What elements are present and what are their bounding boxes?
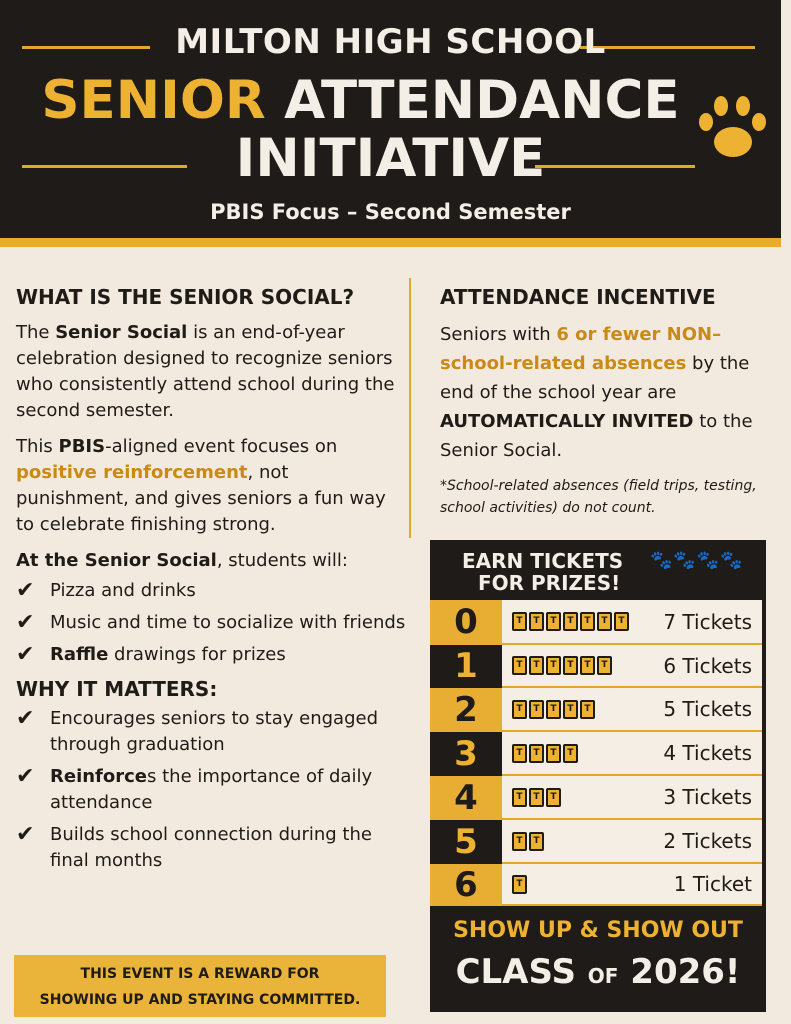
ticket-icon: T [529,656,544,675]
why-heading: WHY IT MATTERS: [16,677,218,701]
ticket-icons [512,832,544,851]
gold-stripe [0,238,781,247]
ticket-row [430,864,762,906]
paragraph: The Senior Social is an end-of-year celebration designed to recognize seniors who consistently attend school during the second semester. [16,322,395,421]
ticket-icon: T [512,700,527,719]
absence-count: 2 [430,688,502,732]
header [0,0,781,240]
ticket-label: 5 Tickets [663,697,752,721]
list-item: ✔ Reinforces the importance of daily attendance [16,764,373,813]
footnote: *School-related absences (field trips, testing, school activities) do not count. [440,478,757,516]
list-item: ✔ Raffle drawings for prizes [16,642,286,667]
ticket-icon: T [512,875,527,894]
ticket-icon: T [529,788,544,807]
title-gold: SENIOR [41,70,266,131]
absence-count: 4 [430,776,502,820]
ticket-icon: T [597,612,612,631]
ticket-icon: T [580,612,595,631]
ticket-icon: T [529,744,544,763]
ticket-icon: T [529,832,544,851]
ticket-cell [502,820,762,864]
ticket-icon: T [512,788,527,807]
activities-intro: At the Senior Social, students will: [16,550,349,571]
ticket-cell [502,645,762,688]
check-icon: ✔ [16,706,35,731]
ticket-icon: T [546,744,561,763]
ticket-icon: T [546,700,561,719]
ticket-row [430,820,762,864]
ticket-icons [512,744,578,763]
ticket-icons [512,656,612,675]
ticket-label: 6 Tickets [663,653,752,678]
list-item: ✔ Music and time to socialize with friends [16,610,406,635]
ticket-label: 3 Tickets [663,785,752,809]
attendance-incentive-section [440,284,780,529]
list-item: ✔ Builds school connection during the final months [16,822,372,871]
ticket-icon: T [614,612,629,631]
ticket-icon: T [512,612,527,631]
class-of-2026: CLASS OF 2026! [455,952,741,992]
ticket-row [430,600,762,645]
section-heading: ATTENDANCE INCENTIVE [440,285,716,309]
check-icon: ✔ [16,764,35,789]
ticket-cell [502,688,762,732]
absence-count: 3 [430,732,502,776]
senior-social-section [16,284,406,880]
ticket-icon: T [546,656,561,675]
check-icon: ✔ [16,610,35,635]
title-white: ATTENDANCE [284,70,680,131]
reward-banner: THIS EVENT IS A REWARD FOR SHOWING UP AND STAYING COMMITTED. [14,955,386,1017]
ticket-label: 1 Ticket [673,872,752,896]
ticket-icon: T [563,612,578,631]
check-icon: ✔ [16,578,35,603]
ticket-icons [512,875,527,894]
absence-count: 5 [430,820,502,864]
list-item: ✔ Encourages seniors to stay engaged through graduation [16,706,378,755]
ticket-icon: T [563,700,578,719]
paw-icon [696,92,768,162]
ticket-icons [512,700,595,719]
ticket-icon: T [512,832,527,851]
paragraph: This PBIS-aligned event focuses on positive reinforcement, not punishment, and gives seniors a fun way to celebrate finishing strong. [16,436,386,535]
slogan: SHOW UP & SHOW OUT [453,918,743,943]
title-line1 [0,70,721,131]
ticket-icons [512,612,629,631]
ticket-cell [502,732,762,776]
check-icon: ✔ [16,642,35,667]
ticket-row [430,776,762,820]
ticket-icon: T [580,700,595,719]
subtitle: PBIS Focus – Second Semester [210,200,571,224]
ticket-cell [502,864,762,906]
ticket-icon: T [512,656,527,675]
paragraph: Seniors with 6 or fewer NON–school-related absences by the end of the school year are AUTOMATICALLY INVITED to the Senior Social. [440,324,753,461]
ticket-heading: EARN TICKETS FOR PRIZES! 🐾🐾🐾🐾 [462,549,744,595]
ticket-icon: T [512,744,527,763]
ticket-row [430,732,762,776]
ticket-icons [512,788,561,807]
title-line2: INITIATIVE [235,128,546,189]
ticket-cell [502,600,762,645]
ticket-icon: T [580,656,595,675]
absence-count: 1 [430,645,502,688]
check-icon: ✔ [16,822,35,847]
ticket-icon: T [529,700,544,719]
absence-count: 0 [430,600,502,645]
school-name: MILTON HIGH SCHOOL [175,22,606,62]
ticket-label: 2 Tickets [663,829,752,853]
absence-count: 6 [430,864,502,906]
ticket-cell [502,776,762,820]
ticket-icon: T [546,788,561,807]
ticket-icon: T [597,656,612,675]
paw-icons: 🐾🐾🐾🐾 [650,550,744,571]
column-divider [409,278,411,538]
ticket-icon: T [546,612,561,631]
section-heading: WHAT IS THE SENIOR SOCIAL? [16,285,355,309]
ticket-row [430,645,762,688]
ticket-row [430,688,762,732]
ticket-label: 4 Tickets [663,741,752,765]
ticket-icon: T [563,656,578,675]
ticket-label: 7 Tickets [663,609,752,634]
list-item: ✔ Pizza and drinks [16,578,196,603]
ticket-icon: T [529,612,544,631]
ticket-table [430,540,766,1012]
ticket-icon: T [563,744,578,763]
